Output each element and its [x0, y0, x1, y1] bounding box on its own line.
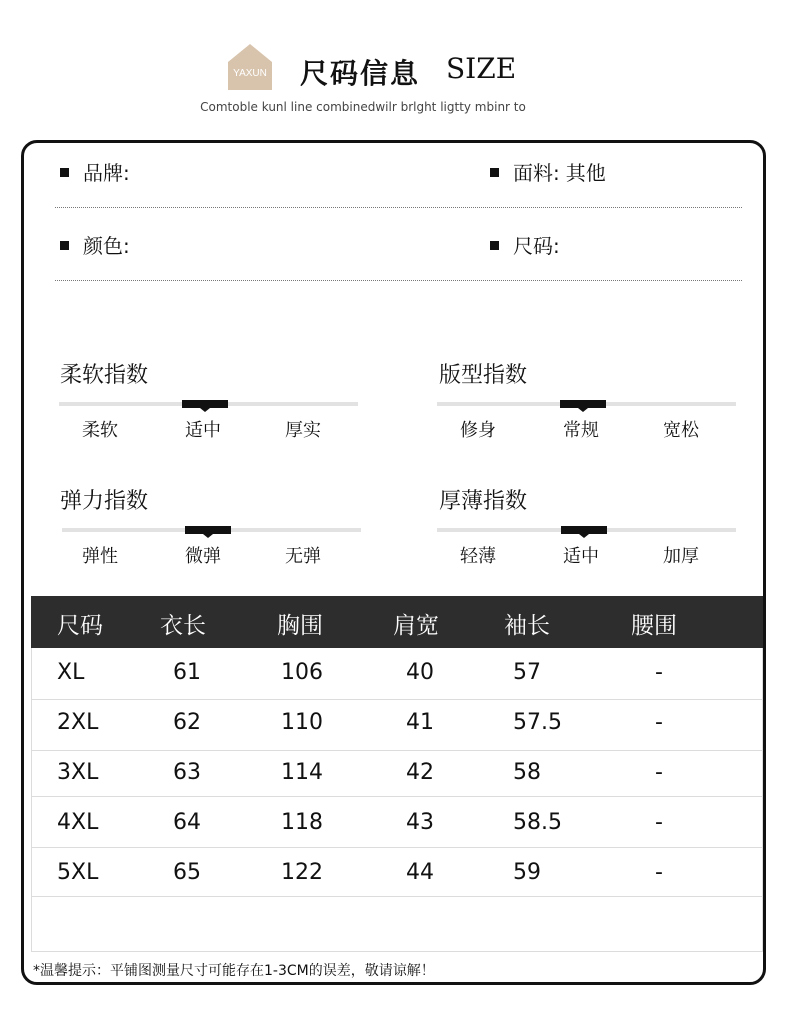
bullet-icon — [490, 241, 499, 250]
page-title-cn: 尺码信息 — [300, 57, 421, 90]
bullet-icon — [60, 241, 69, 250]
row-divider — [31, 847, 763, 848]
col-header-shoulder: 肩宽 — [393, 613, 439, 639]
thickness-level-3: 加厚 — [663, 546, 699, 567]
cell-size: XL — [57, 660, 85, 685]
col-header-sleeve: 袖长 — [504, 613, 550, 639]
cell-waist: - — [655, 710, 663, 735]
cell-sleeve: 57.5 — [513, 710, 562, 735]
cell-waist: - — [655, 760, 663, 785]
page-subtitle: Comtoble kunl line combinedwilr brlght ligtty mbinr to — [200, 100, 526, 114]
cell-shoulder: 44 — [406, 860, 434, 885]
cell-sleeve: 59 — [513, 860, 541, 885]
bullet-icon — [490, 168, 499, 177]
row-divider — [31, 896, 763, 897]
logo-text: YAXUN — [233, 68, 267, 79]
cell-length: 64 — [173, 810, 201, 835]
thickness-marker — [561, 526, 607, 534]
cell-chest: 122 — [281, 860, 323, 885]
col-header-size: 尺码 — [57, 613, 103, 639]
fit-marker — [560, 400, 606, 408]
color-label: 颜色: — [83, 234, 130, 258]
cell-waist: - — [655, 860, 663, 885]
elasticity-marker — [185, 526, 231, 534]
elasticity-level-3: 无弹 — [285, 546, 321, 567]
size-row — [490, 230, 560, 259]
softness-level-3: 厚实 — [285, 420, 321, 441]
fabric-label: 面料: — [513, 161, 560, 185]
cell-length: 63 — [173, 760, 201, 785]
cell-size: 2XL — [57, 710, 99, 735]
cell-length: 61 — [173, 660, 201, 685]
row-divider — [31, 796, 763, 797]
divider — [55, 280, 742, 281]
cell-shoulder: 42 — [406, 760, 434, 785]
elasticity-index-title: 弹力指数 — [60, 489, 149, 514]
size-label: 尺码: — [513, 234, 560, 258]
cell-shoulder: 41 — [406, 710, 434, 735]
fabric-value: 其他 — [565, 161, 606, 185]
fit-level-1: 修身 — [460, 420, 496, 441]
col-header-length: 衣长 — [160, 613, 206, 639]
cell-waist: - — [655, 810, 663, 835]
cell-sleeve: 58 — [513, 760, 541, 785]
col-header-waist: 腰围 — [631, 613, 677, 639]
softness-marker — [182, 400, 228, 408]
cell-length: 62 — [173, 710, 201, 735]
row-divider — [31, 699, 763, 700]
thickness-level-2: 适中 — [563, 546, 599, 567]
fit-level-3: 宽松 — [663, 420, 699, 441]
fit-level-2: 常规 — [563, 420, 599, 441]
cell-length: 65 — [173, 860, 201, 885]
cell-size: 3XL — [57, 760, 99, 785]
thickness-index-title: 厚薄指数 — [439, 489, 528, 514]
row-divider — [31, 750, 763, 751]
cell-size: 5XL — [57, 860, 99, 885]
elasticity-level-1: 弹性 — [82, 546, 118, 567]
brand-label: 品牌: — [83, 161, 130, 185]
cell-waist: - — [655, 660, 663, 685]
softness-level-1: 柔软 — [82, 420, 118, 441]
cell-chest: 118 — [281, 810, 323, 835]
row-divider — [31, 951, 763, 952]
cell-chest: 110 — [281, 710, 323, 735]
cell-shoulder: 40 — [406, 660, 434, 685]
elasticity-level-2: 微弹 — [185, 546, 221, 567]
brand-row — [60, 157, 130, 186]
brand-logo — [226, 42, 274, 90]
softness-index-title: 柔软指数 — [60, 363, 149, 388]
measurement-note: *温馨提示：平铺图测量尺寸可能存在1-3CM的误差，敬请谅解！ — [33, 963, 435, 979]
softness-level-2: 适中 — [185, 420, 221, 441]
table-border-right — [762, 648, 763, 952]
cell-sleeve: 58.5 — [513, 810, 562, 835]
page-title-en: SIZE — [446, 52, 517, 85]
cell-chest: 106 — [281, 660, 323, 685]
cell-shoulder: 43 — [406, 810, 434, 835]
fit-index-title: 版型指数 — [439, 363, 528, 388]
color-row — [60, 230, 130, 259]
bullet-icon — [60, 168, 69, 177]
divider — [55, 207, 742, 208]
fabric-row — [490, 157, 606, 186]
col-header-chest: 胸围 — [277, 613, 323, 639]
cell-chest: 114 — [281, 760, 323, 785]
cell-sleeve: 57 — [513, 660, 541, 685]
table-border-left — [31, 648, 32, 952]
size-card — [21, 140, 766, 985]
cell-size: 4XL — [57, 810, 99, 835]
thickness-level-1: 轻薄 — [460, 546, 496, 567]
